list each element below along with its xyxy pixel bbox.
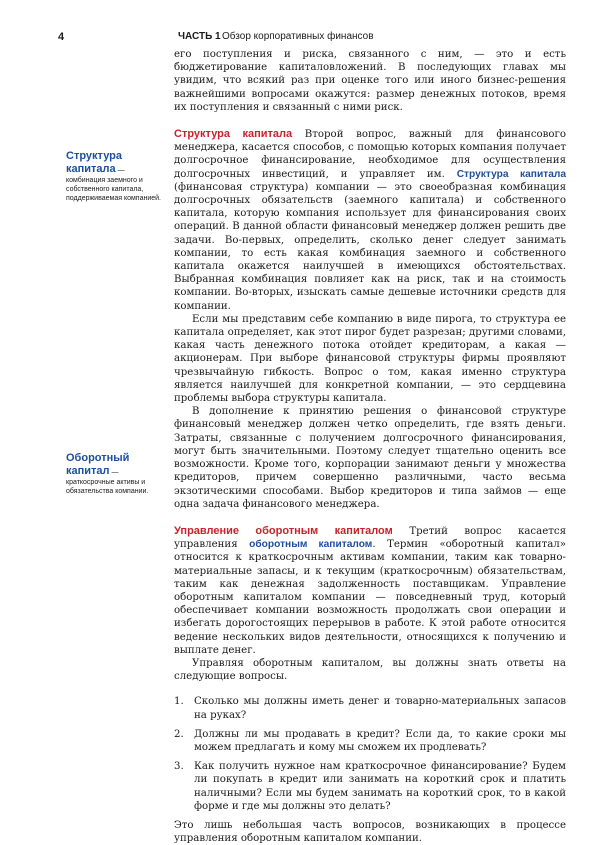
text-run: (финансовая структура) компании — это своеобразная комбинация долгосрочных обязательств (заемного капитала) и собственного капитала, которую компания использует для финансирования своих операций. В данной области финансовый менеджер должен решить две задачи. Во-первых, определить, сколько денег следует занимать компании, то есть какая комбинация заемного и собственного капитала окажется наилучшей в имеющихся обстоятельствах. Выбранная комбинация повлияет как на риск, так и на стоимость компании. Во-вторых, изыскать самые дешевые источники средств для компании. <box>174 181 566 312</box>
closing-paragraph: Это лишь небольшая часть вопросов, возникающих в процессе управления оборотным капиталом компании. <box>174 819 566 845</box>
term-highlight: оборотным капиталом <box>249 539 373 551</box>
list-text: Сколько мы должны иметь денег и товарно-материальных запасов на руках? <box>194 696 566 721</box>
margin-definition: — комбинация заемного и собственного капитала, поддерживаемая компанией. <box>66 167 161 202</box>
paragraph: В дополнение к принятию решения о финансовой структуре финансовый менеджер должен четко определить, где взять деньги. Затраты, связанные с получением долгосрочного финансирования, могут быть значительными. Поэтому следует тщательно оценить все возможности. Кроме того, корпорации занимают деньги у множества кредиторов, причем совершенно различными, часто весьма экзотическими способами. Выбор кредиторов и типа займов — еще одна задача финансового менеджера. <box>174 406 566 510</box>
paragraph <box>174 128 566 313</box>
chapter-title: Обзор корпоративных финансов <box>222 31 374 42</box>
paragraph: Управляя оборотным капиталом, вы должны знать ответы на следующие вопросы. <box>174 657 566 683</box>
list-number: 3. <box>174 761 184 773</box>
term-highlight: Структура капитала <box>456 168 566 180</box>
list-number: 2. <box>174 728 184 740</box>
section-working-capital <box>174 525 566 845</box>
list-item <box>174 728 566 754</box>
text-run: . Термин «оборотный капитал» относится к краткосрочным активам компании, таким как товарно-материальные запасы, и к текущим (краткосрочным) обязательствам, таким как денежная задолженность поставщикам. Управление оборотным капиталом компании — повседневный труд, который обеспечивает компании возможность продолжать свои операции и избегать дорогостоящих перерывов в работе. К этой работе относится ведение нескольких видов деятельности, относящихся к получению и выплате денег. <box>174 539 566 656</box>
margin-note-capital-structure <box>66 150 164 203</box>
list-number: 1. <box>174 696 184 708</box>
list-text: Должны ли мы продавать в кредит? Если да, то какие сроки мы можем предлагать и кому мы сможем их продлевать? <box>194 728 566 753</box>
intro-paragraph: его поступления и риска, связанного с ним, — это и есть бюджетирование капиталовложений. В последующих главах мы увидим, что всякий раз при оценке того или иного бизнес-решения важнейшими вопросами окажутся: размер денежных потоков, время их поступления и связанный с ними риск. <box>174 49 566 113</box>
margin-note-working-capital <box>66 452 164 496</box>
paragraph: Если мы представим себе компанию в виде пирога, то структура ее капитала определяет, как этот пирог будет разрезан; другими словами, какая часть денежного потока отойдет кредиторам, а какая — акционерам. При выборе финансовой структуры фирмы проявляют чрезвычайную гибкость. Вопрос о том, какая именно структура является наилучшей для конкретной компании, — это сердцевина проблемы выбора структуры капитала. <box>174 313 566 405</box>
list-item <box>174 760 566 813</box>
margin-definition: — краткосрочные активы и обязательства компании. <box>66 469 149 495</box>
questions-list <box>174 695 566 813</box>
main-text <box>174 48 566 845</box>
list-text: Как получить нужное нам краткосрочное финансирование? Будем ли покупать в кредит или занимать на короткий срок и платить наличными? Если мы будем занимать на короткий срок, то в какой форме и где мы должны это делать? <box>194 761 566 812</box>
section-heading: Структура капитала <box>174 128 293 141</box>
paragraph <box>174 525 566 657</box>
margin-term: Оборотный капитал <box>66 452 130 477</box>
page-header <box>58 28 558 46</box>
part-label: ЧАСТЬ 1 <box>178 31 221 42</box>
text-run: Третий вопрос касается управления <box>174 525 566 551</box>
list-item <box>174 695 566 721</box>
text-run: Второй вопрос, важный для финансового менеджера, касается способов, с помощью которых компания получает долгосрочное финансирование, необходимое для осуществления долгосрочных инвестиций, и управляет им. <box>174 129 566 180</box>
section-capital-structure <box>174 128 566 511</box>
margin-term: Структура капитала <box>66 150 122 175</box>
page-number: 4 <box>58 31 65 43</box>
section-heading: Управление оборотным капиталом <box>174 524 393 537</box>
